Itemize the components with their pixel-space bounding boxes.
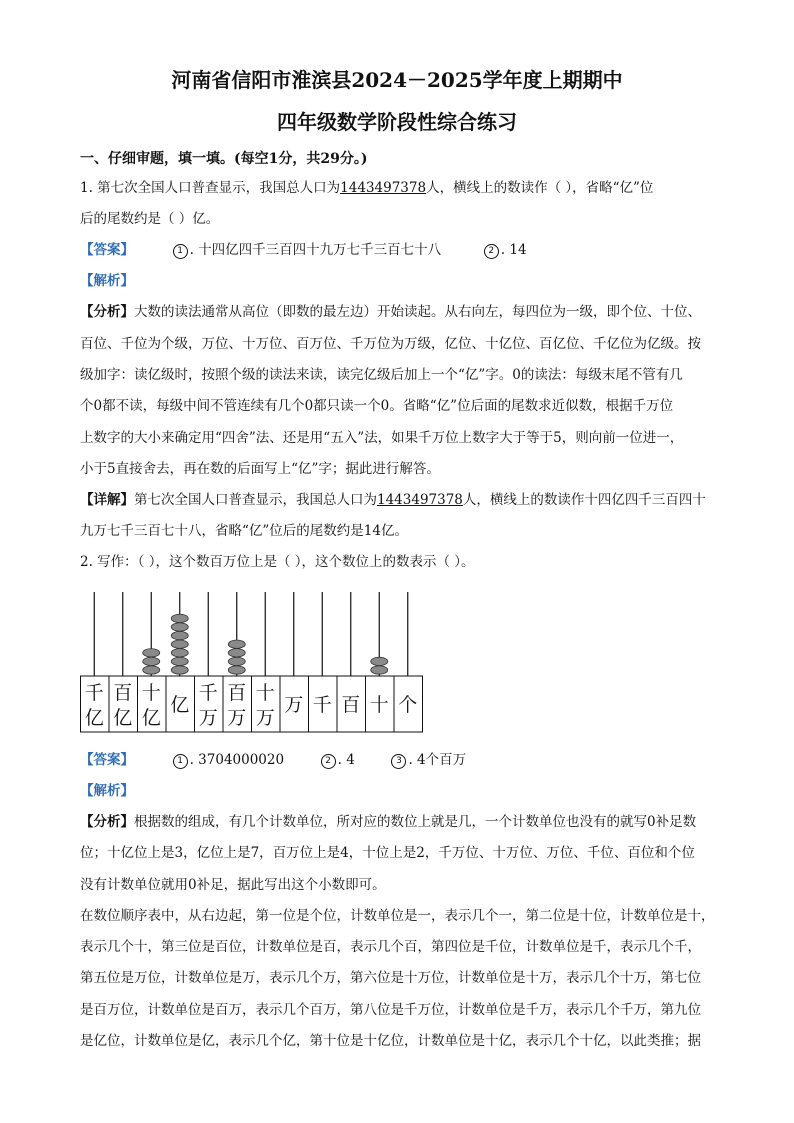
circle-number-icon: 1: [173, 244, 188, 259]
abacus-bead: [228, 640, 245, 648]
abacus-label: 亿: [170, 694, 190, 716]
circle-number-icon: 1: [173, 754, 188, 769]
abacus-bead: [171, 657, 188, 665]
abacus-bead: [228, 657, 245, 665]
abacus-bead: [171, 631, 188, 639]
abacus-bead: [171, 640, 188, 648]
abacus-diagram: [80, 590, 430, 740]
abacus-label: 亿: [113, 707, 133, 729]
fenxi-tag: 【分析】: [80, 304, 134, 320]
q1-fenxi-l5: 上数字的大小来确定用“四舍”法、还是用“五入”法，如果千万位上数字大于等于5，则向前一位进一，: [80, 430, 684, 446]
abacus-bead: [171, 649, 188, 657]
q2-fenxi-l1: [80, 813, 696, 831]
page-subtitle: 四年级数学阶段性综合练习: [277, 110, 517, 134]
abacus-label: 万: [227, 707, 247, 729]
analysis-tag: 【解析】: [80, 273, 134, 289]
abacus-label: 十: [369, 694, 389, 716]
abacus-label: 百: [227, 682, 247, 704]
q1-answer-1: . 十四亿四千三百四十九万七千三百七十八: [189, 242, 442, 258]
q2-answer-1: . 3704000020: [189, 752, 285, 768]
q1-fenxi-l6: 小于5直接舍去，再在数的后面写上“亿”字；据此进行解答。: [80, 461, 440, 477]
q1-stem-b: 人，横线上的数读作（ ），省略“亿”位: [426, 180, 654, 196]
abacus-bead: [371, 666, 388, 674]
answer-tag: 【答案】: [80, 752, 134, 768]
q2-answer-3: . 4个百万: [408, 752, 467, 768]
abacus-bead: [228, 649, 245, 657]
q2-para-l1: 在数位顺序表中，从右边起，第一位是个位，计数单位是一，表示几个一，第二位是十位，计数单位是十，: [80, 908, 715, 924]
abacus-label: 百: [113, 682, 133, 704]
fenxi-tag: 【分析】: [80, 814, 134, 830]
circle-number-icon: 2: [321, 754, 336, 769]
abacus-label: 千: [312, 694, 332, 716]
page-title: 河南省信阳市淮滨县2024－2025学年度上期期中: [171, 68, 623, 92]
q2-para-l2: 表示几个十，第三位是百位，计数单位是百，表示几个百，第四位是千位，计数单位是千，表示几个千，: [80, 939, 701, 955]
q1-detail-text-a: 第七次全国人口普查显示，我国总人口为: [134, 492, 377, 508]
q2-fenxi-l2: 位；十亿位上是3，亿位上是7，百万位上是4，十位上是2，千万位、十万位、万位、千位、百位和个位: [80, 845, 695, 861]
q2-fenxi-l3: 没有计数单位就用0补足，据此写出这个小数即可。: [80, 877, 386, 893]
answer-tag: 【答案】: [80, 242, 134, 258]
abacus-label: 万: [284, 694, 304, 716]
q1-answer: [80, 241, 527, 259]
q2-para-l3: 第五位是万位，计数单位是万，表示几个万，第六位是十万位，计数单位是十万，表示几个十万，第七位: [80, 970, 701, 986]
q1-detail-number: 1443497378: [377, 492, 463, 508]
q2-para-l5: 是亿位，计数单位是亿，表示几个亿，第十位是十亿位，计数单位是十亿，表示几个十亿，以此类推；据: [80, 1033, 701, 1049]
q1-fenxi-text1: 大数的读法通常从高位（即数的最左边）开始读起。从右向左，每四位为一级，即个位、十位、: [134, 304, 701, 320]
abacus-label: 个: [398, 694, 418, 716]
abacus-label: 十: [255, 682, 275, 704]
abacus-label: 千: [198, 682, 218, 704]
q1-fenxi-l1: [80, 303, 701, 321]
q2-fenxi-text1: 根据数的组成，有几个计数单位，所对应的数位上就是几，一个计数单位也没有的就写0补足数: [134, 814, 697, 830]
q1-fenxi-l3: 级加字：读亿级时，按照个级的读法来读，读完亿级后加上一个“亿”字。0的读法：每级末尾不管有几: [80, 367, 683, 383]
q1-stem-line2: 后的尾数约是（ ）亿。: [80, 211, 220, 227]
circle-number-icon: 3: [391, 754, 406, 769]
abacus-bead: [228, 666, 245, 674]
q1-number: 1443497378: [340, 180, 427, 196]
analysis-tag: 【解析】: [80, 783, 134, 799]
abacus-label: 千: [84, 682, 104, 704]
q1-stem-line1: [80, 179, 653, 197]
abacus-label: 万: [198, 707, 218, 729]
abacus-label: 十: [141, 682, 161, 704]
abacus-label: 亿: [84, 707, 104, 729]
q1-fenxi-l2: 百位、千位为个级，万位、十万位、百万位、千万位为万级，亿位、十亿位、百亿位、千亿位为亿级。按: [80, 336, 701, 352]
q2-stem: 2. 写作：（ ），这个数百万位上是（ ），这个数位上的数表示（ ）。: [80, 554, 475, 570]
q2-answer-2: . 4: [337, 752, 355, 768]
abacus-bead: [171, 666, 188, 674]
q2-answer: [80, 751, 466, 769]
q1-detail-l2: 九万七千三百七十八，省略“亿”位后的尾数约是14亿。: [80, 523, 408, 539]
abacus-bead: [371, 657, 388, 665]
circle-number-icon: 2: [484, 244, 499, 259]
abacus-label: 亿: [141, 707, 161, 729]
q1-detail-l1: [80, 491, 706, 509]
abacus-bead: [171, 614, 188, 622]
section-heading: 一、仔细审题，填一填。(每空1分，共29分。): [80, 151, 368, 167]
abacus-bead: [171, 623, 188, 631]
q1-stem-a: 1. 第七次全国人口普查显示，我国总人口为: [80, 180, 341, 196]
detail-tag: 【详解】: [80, 492, 134, 508]
q1-fenxi-l4: 个0都不读，每级中间不管连续有几个0都只读一个0。省略“亿”位后面的尾数求近似数，根据千万位: [80, 398, 674, 414]
abacus-bead: [143, 649, 160, 657]
abacus-label: 百: [341, 694, 361, 716]
abacus-label: 万: [255, 707, 275, 729]
abacus-bead: [143, 657, 160, 665]
q1-detail-text-b: 人，横线上的数读作十四亿四千三百四十: [462, 492, 706, 508]
q2-analysis-tag: [80, 782, 134, 800]
q2-para-l4: 是百万位，计数单位是百万，表示几个百万，第八位是千万位，计数单位是千万，表示几个千万，第九位: [80, 1002, 701, 1018]
abacus-bead: [143, 666, 160, 674]
q1-analysis-tag: [80, 272, 134, 290]
q1-answer-2: . 14: [500, 242, 527, 258]
